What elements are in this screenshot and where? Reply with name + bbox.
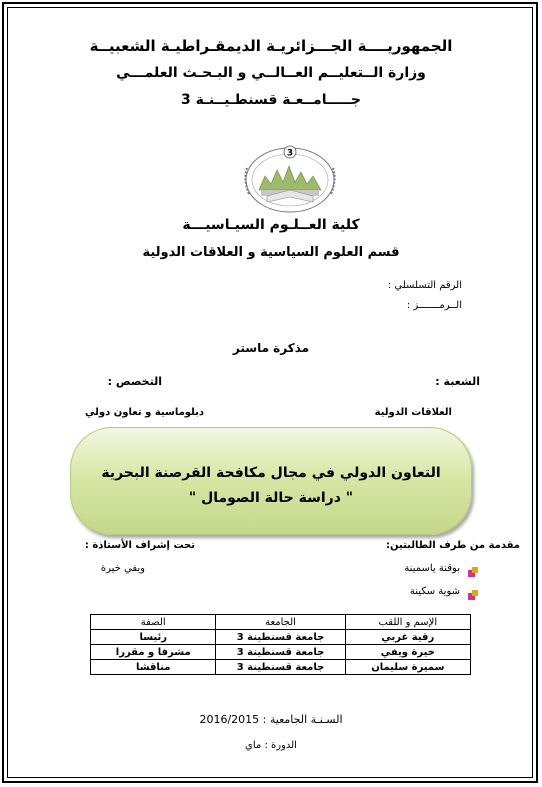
branch-value: العلاقات الدولية [374,407,452,418]
member-name: رقية غربي [345,630,470,645]
session-label: الدورة : [264,740,297,751]
serial-number-label: الرقم التسلسلي : [387,280,462,291]
member-name: خيرة ويفي [345,645,470,660]
logo-number: 3 [286,148,294,159]
member-name: سميرة سليمان [345,660,470,675]
specialty-label: التخصص : [107,375,162,388]
table-row [91,630,471,645]
column-header-university: الجامعة [216,615,345,630]
academic-year-line [0,713,542,726]
bullet-icon [468,586,479,597]
thesis-title-line1: التعاون الدولي في مجال مكافحة القرصنة البحرية [101,465,441,481]
memo-type: مذكرة ماستر [232,341,310,355]
table-row [91,660,471,675]
student-2-name: شوية سكينة [409,586,460,597]
branch-label: الشعبة : [435,375,480,388]
thesis-title-line2: " دراسة حالة الصومال " [188,490,354,506]
faculty-name: كلية العــلـوم السيـاسيـــة [182,217,360,233]
thesis-title-box [70,427,472,535]
column-header-role: الصفة [91,615,216,630]
student-1-name: بوقنة ياسمينة [404,563,460,574]
column-header-name: الإسم و اللقب [345,615,470,630]
table-row [91,645,471,660]
supervisor-name: ويفي خيرة [100,563,145,574]
ministry-heading: وزارة الــتعليــم العــالــي و البـحـث العلمـــي [116,65,426,81]
member-university: جامعة قسنطينة 3 [216,660,345,675]
academic-year-value: 2016/2015 [199,713,260,726]
member-role: مناقشا [91,660,216,675]
member-university: جامعة قسنطينة 3 [216,645,345,660]
member-role: مشرفا و مقررا [91,645,216,660]
university-heading: جـــــامــعـة قسنطـيــنـة 3 [180,92,361,108]
republic-heading: الجمهوريــــة الجـــزائريـة الديمقـراطيـة الشعبيــة [89,37,453,55]
university-logo [231,140,349,216]
member-university: جامعة قسنطينة 3 [216,630,345,645]
session-line [0,740,542,751]
committee-table [90,614,471,675]
specialty-value: دبلوماسية و تعاون دولي [85,407,204,418]
academic-year-label: السـنـة الجامعية : [262,713,343,726]
supervisor-label: تحت إشراف الأستاذة : [84,540,195,551]
table-header-row [91,615,471,630]
code-label: الــرمـــــــز : [406,300,462,311]
department-name: قسم العلوم السياسية و العلاقات الدولية [142,245,400,260]
member-role: رئيسا [91,630,216,645]
bullet-icon [468,563,479,574]
session-value: ماي [245,740,262,751]
students-label: مقدمة من طرف الطالبتين: [386,540,520,551]
